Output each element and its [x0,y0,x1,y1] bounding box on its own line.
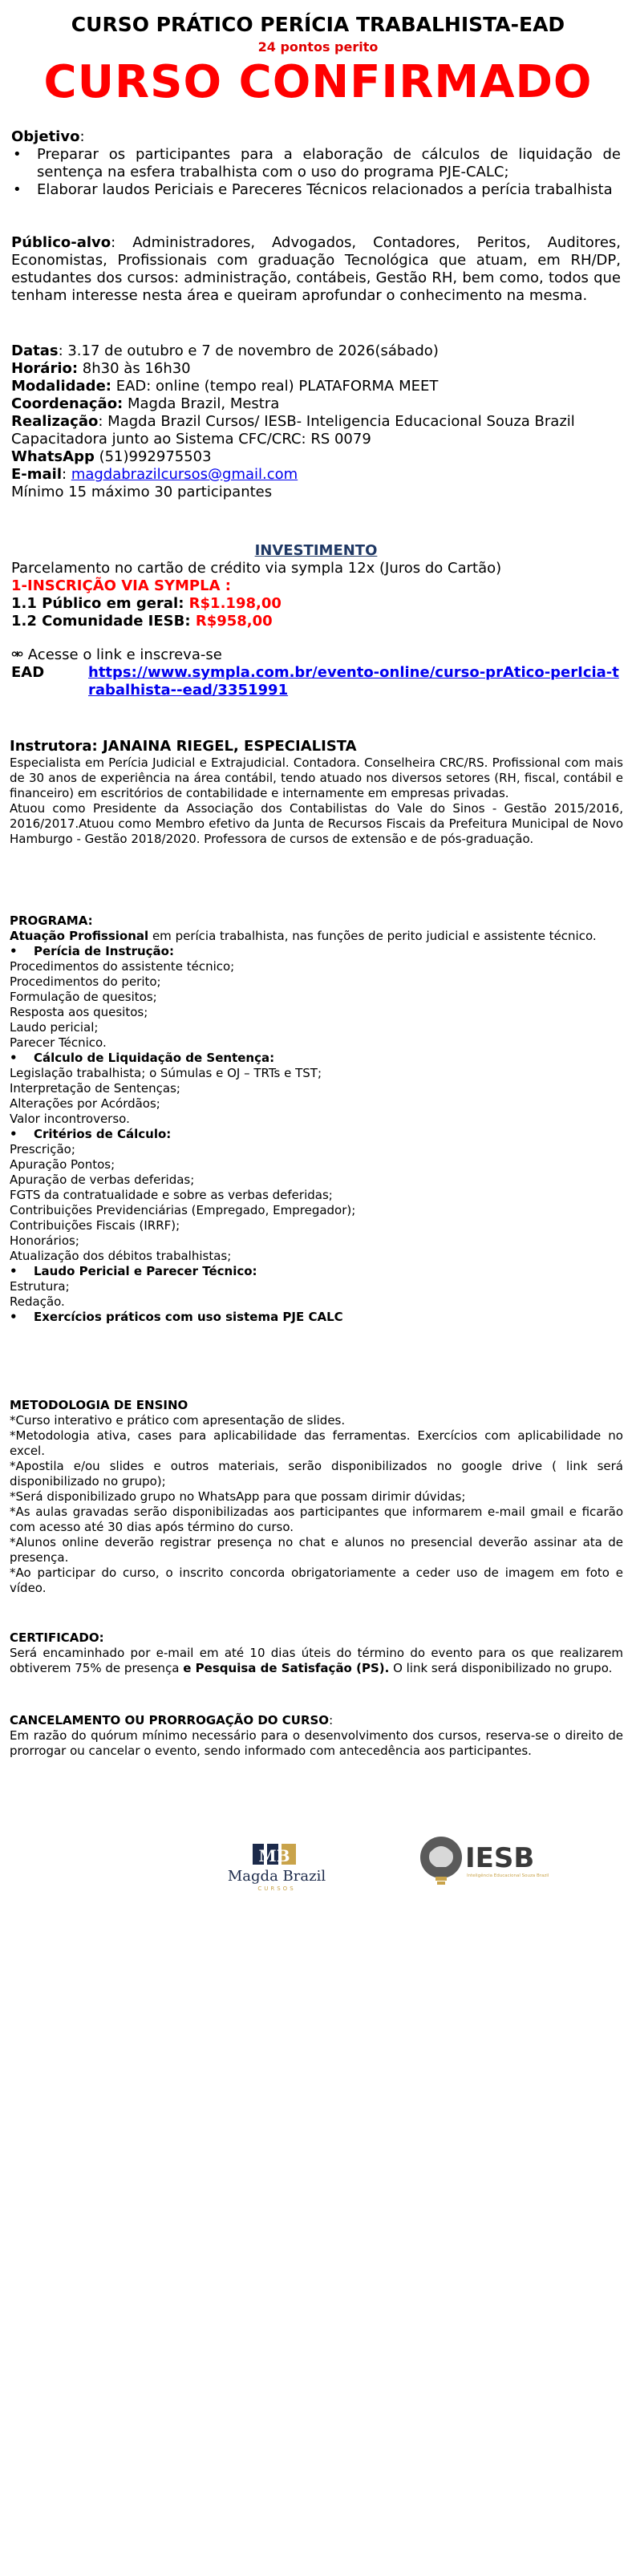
list-item: *Será disponibilizado grupo no WhatsApp para que possam dirimir dúvidas; [10,1489,466,1504]
program-list [10,1142,623,1264]
objective-item: • Preparar os participantes para a elaboração de cálculos de liquidação de sentença na esfera trabalhista com o uso do programa PJE-CALC; [11,146,621,181]
iesb-logo [414,1830,554,1898]
list-item: *Metodologia ativa, cases para aplicabilidade das ferramentas. Exercícios com aplicabilidade no excel. [10,1428,623,1458]
time-label: Horário: [11,360,79,377]
investment-section [11,542,621,699]
magda-brazil-logo-graphic [205,1839,349,1895]
investment-title: INVESTIMENTO [254,542,378,559]
list-item: Legislação trabalhista; o Súmulas e OJ – TRTs e TST; [10,1066,322,1080]
list-item: Contribuições Previdenciárias (Empregado, Empregador); [10,1203,356,1217]
list-item: *Ao participar do curso, o inscrito concorda obrigatoriamente a ceder uso de imagem em foto e vídeo. [10,1565,623,1595]
certificate-text-end: O link será disponibilizado no grupo. [389,1661,613,1675]
methodology-title: METODOLOGIA DE ENSINO [10,1398,188,1412]
certificate-text: Será encaminhado por e-mail em até 10 dias úteis do término do evento para os que realizarem obtiverem 75% de presença [10,1646,623,1675]
list-item: Atualização dos débitos trabalhistas; [10,1249,232,1263]
list-item: *Alunos online deverão registrar presença no chat e alunos no presencial deverão assinar ata de presença. [10,1535,623,1565]
list-item: *As aulas gravadas serão disponibilizadas aos participantes que informarem e-mail gmail e ficarão com acesso até 30 dias após término do curso. [10,1505,623,1534]
cancel-section [10,1713,623,1759]
instructor-bio: Atuou como Presidente da Associação dos Contabilistas do Vale do Sinos - Gestão 2015/2016, 2016/2017.Atuou como Membro efetivo da Junta de Recursos Fiscais da Prefeitura Municipal de Novo Hamburgo - Gestão 2018/2020. Professora de cursos de extensão e de pós-graduação. [10,801,623,846]
list-item: Alterações por Acórdãos; [10,1096,160,1111]
sympla-link[interactable]: https://www.sympla.com.br/evento-online/curso-prAtico-perIcia-trabalhista--ead/3351991 [88,664,619,699]
objective-item: • Elaborar laudos Periciais e Pareceres Técnicos relacionados a perícia trabalhista [11,181,621,199]
certificate-text-bold: e Pesquisa de Satisfação (PS). [183,1661,390,1675]
installments-text: Parcelamento no cartão de crédito via sympla 12x (Juros do Cartão) [11,560,502,577]
sympla-label: 1-INSCRIÇÃO VIA SYMPLA : [11,577,231,594]
community-price: R$958,00 [195,613,273,630]
whatsapp-label: WhatsApp [11,448,95,465]
cancel-title: CANCELAMENTO OU PRORROGAÇÃO DO CURSO [10,1713,330,1727]
objective-colon: : [79,128,85,145]
points-subtitle: 24 pontos perito [257,39,379,55]
list-item: Formulação de quesitos; [10,990,157,1004]
audience-section [11,234,621,305]
course-title: CURSO PRÁTICO PERÍCIA TRABALHISTA-EAD [71,13,565,36]
community-price-label: 1.2 Comunidade IESB: [11,613,196,630]
list-item: *Apostila e/ou slides e outros materiais, serão disponibilizados no google drive ( link será disponibilizado no grupo); [10,1459,623,1488]
list-item: Procedimentos do assistente técnico; [10,959,235,974]
realization-value: : Magda Brazil Cursos/ IESB- Inteligencia Educacional Souza Brazil [98,413,575,430]
program-list [10,959,623,1051]
list-item: FGTS da contratualidade e sobre as verbas deferidas; [10,1188,333,1202]
certificate-title: CERTIFICADO: [10,1630,104,1645]
list-item: Interpretação de Sentenças; [10,1081,180,1096]
mode-label: Modalidade: [11,378,111,395]
mode-value: EAD: online (tempo real) PLATAFORMA MEET [111,378,439,395]
coord-label: Coordenação: [11,395,124,412]
email-label: E-mail [11,466,63,483]
iesb-logo-graphic [414,1830,554,1898]
capacity-text: Mínimo 15 máximo 30 participantes [11,484,273,500]
dates-label: Datas [11,342,59,359]
list-item: Prescrição; [10,1142,75,1156]
program-topic-title: • Laudo Pericial e Parecer Técnico: [10,1264,623,1279]
magda-brazil-logo [205,1839,349,1895]
coord-value: Magda Brazil, Mestra [123,395,280,412]
list-item: Apuração de verbas deferidas; [10,1173,195,1187]
list-item: Laudo pericial; [10,1020,99,1035]
instructor-section [10,738,623,847]
program-topic-title: • Perícia de Instrução: [10,944,623,959]
whatsapp-value: (51)992975503 [94,448,212,465]
program-section [10,913,623,1325]
list-item: Parecer Técnico. [10,1035,107,1050]
list-item: Honorários; [10,1233,79,1248]
program-topic-title: • Critérios de Cálculo: [10,1127,623,1142]
objective-label: Objetivo [11,128,80,145]
iesb-logo-name: IESB [465,1842,535,1874]
magda-logo-sub: CURSOS [257,1885,296,1892]
program-topic-title: • Cálculo de Liquidação de Sentença: [10,1051,623,1066]
magda-mark: MB [258,1846,290,1865]
program-title: PROGRAMA: [10,913,93,928]
instructor-bio: Especialista em Perícia Judicial e Extrajudicial. Contadora. Conselheira CRC/RS. Profissional com mais de 30 anos de experiência na área contábil, tendo atuado nos diversos setores (RH, fiscal, contábil e financeiro) em escritórios de contabilidade e internamente em empresas privadas. [10,755,623,800]
cancel-text: Em razão do quórum mínimo necessário para o desenvolvimento dos cursos, reserva-se o direito de prorrogar ou cancelar o evento, sendo informado com antecedência aos participantes. [10,1728,623,1758]
cfc-text: Capacitadora junto ao Sistema CFC/CRC: RS 0079 [11,431,371,448]
list-item: *Curso interativo e prático com apresentação de slides. [10,1413,346,1428]
methodology-section [10,1398,623,1596]
ead-label: EAD [11,664,45,681]
confirmed-banner: CURSO CONFIRMADO [43,56,593,108]
list-item: Procedimentos do perito; [10,974,161,989]
time-value: 8h30 às 16h30 [78,360,191,377]
magda-logo-name: Magda Brazil [227,1868,326,1885]
program-topic-title: • Exercícios práticos com uso sistema PJE CALC [10,1310,623,1325]
list-item: Redação. [10,1294,65,1309]
instructor-title: Instrutora: JANAINA RIEGEL, ESPECIALISTA [10,738,357,755]
email-link[interactable]: magdabrazilcursos@gmail.com [71,466,298,483]
audience-text: : Administradores, Advogados, Contadores, Peritos, Auditores, Economistas, Profissionais com graduação Tecnológica que atuam, em RH/DP, estudantes dos cursos: administração, contábeis, Gestão RH, bem como, todos que tenham interesse nesta área e queiram aprofundar o conhecimento na mesma. [11,234,621,304]
program-intro-bold: Atuação Profissional [10,929,149,943]
program-list [10,1066,623,1127]
dates-value: : 3.17 de outubro e 7 de novembro de 2026(sábado) [58,342,439,359]
list-item: Apuração Pontos; [10,1157,115,1172]
public-price: R$1.198,00 [188,595,282,612]
methodology-list [10,1413,623,1596]
program-intro-text: em perícia trabalhista, nas funções de perito judicial e assistente técnico. [148,929,597,943]
realization-label: Realização [11,413,99,430]
details-section [11,342,621,501]
list-item: Contribuições Fiscais (IRRF); [10,1218,180,1233]
list-item: Valor incontroverso. [10,1112,130,1126]
list-item: Resposta aos quesitos; [10,1005,148,1019]
program-list [10,1279,623,1310]
audience-label: Público-alvo [11,234,111,251]
public-price-label: 1.1 Público em geral: [11,595,189,612]
email-colon: : [62,466,71,483]
objective-section [11,128,621,199]
iesb-logo-sub: Inteligência Educacional Souza Brazil [467,1873,549,1878]
list-item: Estrutura; [10,1279,70,1294]
link-intro: ⚮ Acesse o link e inscreva-se [11,646,222,663]
certificate-section [10,1630,623,1676]
cancel-colon: : [329,1713,334,1727]
